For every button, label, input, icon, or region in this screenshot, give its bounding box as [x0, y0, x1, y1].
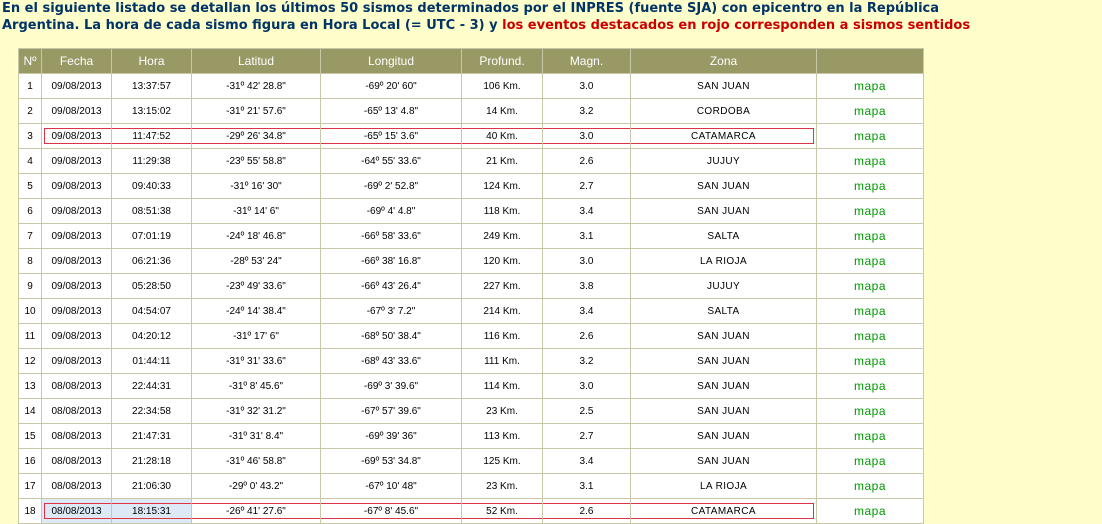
cell-longitud: -66º 58' 33.6" [321, 224, 462, 249]
cell-zona: SAN JUAN [631, 199, 817, 224]
map-link[interactable]: mapa [853, 279, 887, 293]
cell-hora: 07:01:19 [112, 224, 192, 249]
map-link[interactable]: mapa [853, 254, 887, 268]
cell-profundidad: 111 Km. [462, 349, 543, 374]
cell-profundidad: 113 Km. [462, 424, 543, 449]
header-mapa [817, 49, 924, 74]
cell-longitud: -66º 38' 16.8" [321, 249, 462, 274]
cell-hora: 21:06:30 [112, 474, 192, 499]
cell-longitud: -67º 10' 48" [321, 474, 462, 499]
cell-profundidad: 120 Km. [462, 249, 543, 274]
cell-hora: 01:44:11 [112, 349, 192, 374]
cell-num: 4 [19, 149, 42, 174]
table-row [19, 224, 924, 249]
cell-fecha: 09/08/2013 [42, 124, 112, 149]
cell-mapa [817, 174, 924, 199]
table-row [19, 74, 924, 99]
cell-zona: SAN JUAN [631, 349, 817, 374]
cell-mapa [817, 249, 924, 274]
cell-latitud: -31º 17' 6" [192, 324, 321, 349]
cell-latitud: -31º 21' 57.6" [192, 99, 321, 124]
cell-num: 1 [19, 74, 42, 99]
map-link[interactable]: mapa [853, 404, 887, 418]
cell-fecha: 09/08/2013 [42, 174, 112, 199]
cell-hora: 08:51:38 [112, 199, 192, 224]
header-profundidad: Profund. [462, 49, 543, 74]
cell-zona: SAN JUAN [631, 324, 817, 349]
cell-latitud: -29º 26' 34.8" [192, 124, 321, 149]
cell-longitud: -69º 4' 4.8" [321, 199, 462, 224]
cell-zona: SAN JUAN [631, 74, 817, 99]
cell-num: 18 [19, 499, 42, 524]
cell-hora: 13:37:57 [112, 74, 192, 99]
cell-fecha: 09/08/2013 [42, 299, 112, 324]
cell-latitud: -31º 31' 8.4" [192, 424, 321, 449]
map-link[interactable]: mapa [853, 329, 887, 343]
cell-zona: SAN JUAN [631, 399, 817, 424]
cell-fecha: 08/08/2013 [42, 399, 112, 424]
map-link[interactable]: mapa [853, 454, 887, 468]
cell-mapa [817, 99, 924, 124]
cell-zona: LA RIOJA [631, 249, 817, 274]
cell-longitud: -69º 2' 52.8" [321, 174, 462, 199]
cell-zona: SALTA [631, 299, 817, 324]
cell-hora: 21:47:31 [112, 424, 192, 449]
cell-fecha: 09/08/2013 [42, 199, 112, 224]
table-row [19, 174, 924, 199]
cell-magnitud: 3.1 [543, 474, 631, 499]
cell-magnitud: 2.7 [543, 424, 631, 449]
table-row [19, 274, 924, 299]
cell-mapa [817, 74, 924, 99]
map-link[interactable]: mapa [853, 354, 887, 368]
cell-profundidad: 52 Km. [462, 499, 543, 524]
cell-zona: CATAMARCA [631, 124, 817, 149]
cell-num: 15 [19, 424, 42, 449]
cell-magnitud: 2.5 [543, 399, 631, 424]
cell-magnitud: 3.4 [543, 449, 631, 474]
cell-magnitud: 2.6 [543, 324, 631, 349]
cell-num: 14 [19, 399, 42, 424]
cell-profundidad: 125 Km. [462, 449, 543, 474]
cell-num: 9 [19, 274, 42, 299]
cell-magnitud: 2.6 [543, 149, 631, 174]
header-zona: Zona [631, 49, 817, 74]
cell-hora: 21:28:18 [112, 449, 192, 474]
cell-mapa [817, 349, 924, 374]
cell-latitud: -26º 41' 27.6" [192, 499, 321, 524]
cell-latitud: -31º 31' 33.6" [192, 349, 321, 374]
cell-zona: CATAMARCA [631, 499, 817, 524]
cell-profundidad: 23 Km. [462, 399, 543, 424]
cell-magnitud: 3.2 [543, 349, 631, 374]
cell-mapa [817, 149, 924, 174]
map-link[interactable]: mapa [853, 479, 887, 493]
cell-longitud: -69º 39' 36" [321, 424, 462, 449]
cell-hora: 04:54:07 [112, 299, 192, 324]
cell-latitud: -31º 14' 6" [192, 199, 321, 224]
cell-longitud: -65º 15' 3.6" [321, 124, 462, 149]
cell-fecha: 09/08/2013 [42, 349, 112, 374]
cell-fecha: 09/08/2013 [42, 274, 112, 299]
cell-mapa [817, 199, 924, 224]
cell-magnitud: 3.0 [543, 124, 631, 149]
cell-zona: SAN JUAN [631, 424, 817, 449]
cell-hora: 22:34:58 [112, 399, 192, 424]
table-row [19, 349, 924, 374]
cell-fecha: 08/08/2013 [42, 499, 112, 524]
map-link[interactable]: mapa [853, 179, 887, 193]
cell-profundidad: 118 Km. [462, 199, 543, 224]
cell-hora: 18:15:31 [112, 499, 192, 524]
map-link[interactable]: mapa [853, 104, 887, 118]
map-link[interactable]: mapa [853, 304, 887, 318]
cell-latitud: -24º 14' 38.4" [192, 299, 321, 324]
table-body [19, 74, 924, 524]
cell-fecha: 09/08/2013 [42, 74, 112, 99]
table-row [19, 449, 924, 474]
map-link[interactable]: mapa [853, 504, 887, 518]
intro-line-2 [2, 17, 1102, 34]
cell-profundidad: 106 Km. [462, 74, 543, 99]
cell-mapa [817, 374, 924, 399]
cell-num: 13 [19, 374, 42, 399]
cell-fecha: 09/08/2013 [42, 249, 112, 274]
cell-longitud: -64º 55' 33.6" [321, 149, 462, 174]
cell-latitud: -31º 8' 45.6" [192, 374, 321, 399]
cell-fecha: 09/08/2013 [42, 149, 112, 174]
cell-fecha: 08/08/2013 [42, 374, 112, 399]
cell-magnitud: 3.0 [543, 249, 631, 274]
cell-longitud: -69º 20' 60" [321, 74, 462, 99]
cell-profundidad: 23 Km. [462, 474, 543, 499]
cell-zona: JUJUY [631, 274, 817, 299]
cell-zona: SAN JUAN [631, 449, 817, 474]
cell-mapa [817, 274, 924, 299]
cell-magnitud: 3.4 [543, 299, 631, 324]
cell-hora: 09:40:33 [112, 174, 192, 199]
cell-magnitud: 3.8 [543, 274, 631, 299]
cell-hora: 05:28:50 [112, 274, 192, 299]
cell-profundidad: 40 Km. [462, 124, 543, 149]
cell-profundidad: 227 Km. [462, 274, 543, 299]
table-row [19, 99, 924, 124]
cell-magnitud: 3.4 [543, 199, 631, 224]
cell-zona: SAN JUAN [631, 374, 817, 399]
cell-latitud: -28º 53' 24" [192, 249, 321, 274]
map-link[interactable]: mapa [853, 429, 887, 443]
cell-num: 7 [19, 224, 42, 249]
cell-num: 8 [19, 249, 42, 274]
cell-longitud: -66º 43' 26.4" [321, 274, 462, 299]
cell-mapa [817, 474, 924, 499]
cell-magnitud: 3.1 [543, 224, 631, 249]
cell-num: 16 [19, 449, 42, 474]
cell-zona: JUJUY [631, 149, 817, 174]
cell-mapa [817, 399, 924, 424]
map-link[interactable]: mapa [853, 79, 887, 93]
cell-fecha: 08/08/2013 [42, 474, 112, 499]
cell-mapa [817, 299, 924, 324]
intro-line-2-text: Argentina. La hora de cada sismo figura en Hora Local (= UTC - 3) y [2, 18, 503, 33]
cell-latitud: -29º 0' 43.2" [192, 474, 321, 499]
cell-num: 6 [19, 199, 42, 224]
cell-hora: 11:47:52 [112, 124, 192, 149]
cell-longitud: -69º 3' 39.6" [321, 374, 462, 399]
map-link[interactable]: mapa [853, 204, 887, 218]
cell-num: 5 [19, 174, 42, 199]
table-row [19, 399, 924, 424]
cell-hora: 22:44:31 [112, 374, 192, 399]
cell-latitud: -23º 55' 58.8" [192, 149, 321, 174]
cell-fecha: 09/08/2013 [42, 324, 112, 349]
table-row [19, 474, 924, 499]
cell-profundidad: 214 Km. [462, 299, 543, 324]
cell-mapa [817, 424, 924, 449]
cell-magnitud: 3.0 [543, 374, 631, 399]
cell-num: 2 [19, 99, 42, 124]
cell-mapa [817, 449, 924, 474]
cell-mapa [817, 499, 924, 524]
table-row [19, 499, 924, 524]
cell-hora: 06:21:36 [112, 249, 192, 274]
cell-zona: CORDOBA [631, 99, 817, 124]
cell-hora: 13:15:02 [112, 99, 192, 124]
cell-longitud: -67º 3' 7.2" [321, 299, 462, 324]
map-link[interactable]: mapa [853, 379, 887, 393]
header-fecha: Fecha [42, 49, 112, 74]
intro-text [2, 0, 1102, 34]
table-row [19, 149, 924, 174]
header-magnitud: Magn. [543, 49, 631, 74]
cell-latitud: -31º 46' 58.8" [192, 449, 321, 474]
map-link[interactable]: mapa [853, 229, 887, 243]
header-hora: Hora [112, 49, 192, 74]
cell-magnitud: 3.2 [543, 99, 631, 124]
cell-longitud: -68º 43' 33.6" [321, 349, 462, 374]
cell-zona: SAN JUAN [631, 174, 817, 199]
cell-profundidad: 21 Km. [462, 149, 543, 174]
cell-longitud: -68º 50' 38.4" [321, 324, 462, 349]
cell-fecha: 08/08/2013 [42, 449, 112, 474]
table-row [19, 124, 924, 149]
cell-num: 12 [19, 349, 42, 374]
cell-hora: 11:29:38 [112, 149, 192, 174]
cell-profundidad: 124 Km. [462, 174, 543, 199]
cell-zona: LA RIOJA [631, 474, 817, 499]
earthquake-table [18, 48, 924, 524]
header-latitud: Latitud [192, 49, 321, 74]
header-num: Nº [19, 49, 42, 74]
cell-zona: SALTA [631, 224, 817, 249]
cell-longitud: -67º 8' 45.6" [321, 499, 462, 524]
cell-fecha: 09/08/2013 [42, 224, 112, 249]
cell-magnitud: 3.0 [543, 74, 631, 99]
table-row [19, 249, 924, 274]
cell-latitud: -31º 42' 28.8" [192, 74, 321, 99]
cell-hora: 04:20:12 [112, 324, 192, 349]
header-longitud: Longitud [321, 49, 462, 74]
table-row [19, 199, 924, 224]
cell-magnitud: 2.6 [543, 499, 631, 524]
cell-magnitud: 2.7 [543, 174, 631, 199]
cell-fecha: 08/08/2013 [42, 424, 112, 449]
table-row [19, 374, 924, 399]
cell-profundidad: 14 Km. [462, 99, 543, 124]
table-header-row [19, 49, 924, 74]
cell-mapa [817, 124, 924, 149]
cell-mapa [817, 324, 924, 349]
cell-profundidad: 116 Km. [462, 324, 543, 349]
cell-longitud: -67º 57' 39.6" [321, 399, 462, 424]
intro-line-1: En el siguiente listado se detallan los últimos 50 sismos determinados por el INPRES (fuente SJA) con epicentro en la República [2, 1, 940, 16]
table-row [19, 424, 924, 449]
cell-latitud: -23º 49' 33.6" [192, 274, 321, 299]
cell-num: 10 [19, 299, 42, 324]
table-row [19, 324, 924, 349]
map-link[interactable]: mapa [853, 129, 887, 143]
cell-num: 17 [19, 474, 42, 499]
cell-latitud: -24º 18' 46.8" [192, 224, 321, 249]
cell-latitud: -31º 16' 30" [192, 174, 321, 199]
cell-num: 3 [19, 124, 42, 149]
cell-fecha: 09/08/2013 [42, 99, 112, 124]
cell-longitud: -69º 53' 34.8" [321, 449, 462, 474]
cell-num: 11 [19, 324, 42, 349]
cell-mapa [817, 224, 924, 249]
table-row [19, 299, 924, 324]
cell-longitud: -65º 13' 4.8" [321, 99, 462, 124]
cell-latitud: -31º 32' 31.2" [192, 399, 321, 424]
map-link[interactable]: mapa [853, 154, 887, 168]
cell-profundidad: 114 Km. [462, 374, 543, 399]
intro-line-2-red-text: los eventos destacados en rojo corresponden a sismos sentidos [502, 18, 971, 33]
cell-profundidad: 249 Km. [462, 224, 543, 249]
